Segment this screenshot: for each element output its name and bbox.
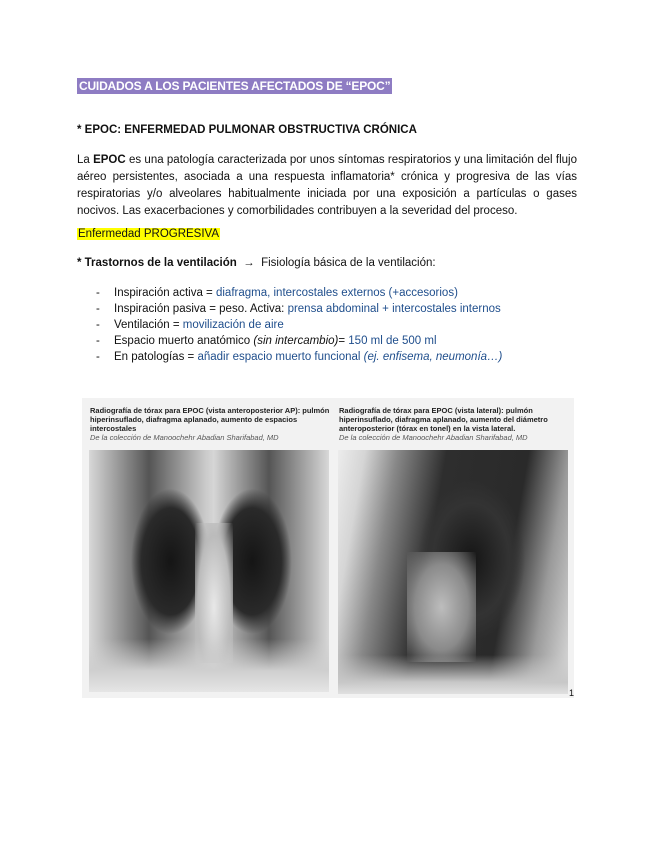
item-blue-italic-text: (ej. enfisema, neumonía…) <box>363 351 503 363</box>
dash-marker: - <box>96 335 100 347</box>
item-blue-text: prensa abdominal + intercostales internos <box>287 303 501 315</box>
dash-marker: - <box>96 303 100 315</box>
dash-marker: - <box>96 351 100 363</box>
right-caption-source: De la colección de Manoochehr Abadian Sharifabad, MD <box>339 433 528 442</box>
item-blue-text: añadir espacio muerto funcional <box>197 351 364 363</box>
para-text: es una patología caracterizada por unos síntomas respiratorios y una limitación del flujo aéreo persistentes, asociada a una respuesta inflamatoria* crónica y progresiva de las vías respiratorias y/o alveolares habitualmente iniciada por una exposición a partículas o gases nocivos. Las exacerbaciones y comorbilidades contribuyen a la severidad del proceso. <box>77 154 577 217</box>
left-caption <box>90 406 330 442</box>
page-number: 1 <box>569 688 575 698</box>
item-text: En patologías = <box>114 351 198 363</box>
list-item <box>96 301 502 317</box>
left-caption-text: Radiografía de tórax para EPOC (vista anteroposterior AP): pulmón hiperinsuflado, diafragma aplanado, aumento de espacios intercostales <box>90 406 330 433</box>
dash-marker: - <box>96 319 100 331</box>
xray-ap-image <box>89 450 329 692</box>
xray-figure <box>82 398 574 698</box>
xray-lateral-image <box>338 450 568 694</box>
item-text-2: = <box>338 335 349 347</box>
item-blue-text: 150 ml de 500 ml <box>348 335 437 347</box>
item-blue-text: diafragma, intercostales externos (+accesorios) <box>215 287 458 299</box>
para-prefix: La <box>77 154 94 166</box>
highlighted-note: Enfermedad PROGRESIVA <box>78 228 220 240</box>
item-italic-text: (sin intercambio) <box>253 335 339 347</box>
item-text: Inspiración activa = <box>114 287 216 299</box>
trastornos-line <box>77 257 436 269</box>
page-title: CUIDADOS A LOS PACIENTES AFECTADOS DE “EPOC” <box>79 79 391 93</box>
left-caption-source: De la colección de Manoochehr Abadian Sharifabad, MD <box>90 433 279 442</box>
section-heading: * EPOC: ENFERMEDAD PULMONAR OBSTRUCTIVA CRÓNICA <box>77 124 417 136</box>
diaphragm-shape <box>338 655 568 694</box>
arrow-icon: → <box>243 257 255 269</box>
item-text: Inspiración pasiva = peso. Activa: <box>114 303 288 315</box>
trastornos-heading: * Trastornos de la ventilación <box>77 257 237 269</box>
diaphragm-shape <box>89 639 329 692</box>
para-bold-term: EPOC <box>93 154 126 166</box>
list-item <box>96 317 502 333</box>
ventilation-list <box>96 285 502 365</box>
list-item <box>96 333 502 349</box>
item-text: Espacio muerto anatómico <box>114 335 254 347</box>
right-caption-text: Radiografía de tórax para EPOC (vista lateral): pulmón hiperinsuflado, diafragma aplanado, aumento del diámetro anteroposterior (tórax en tonel) en la vista lateral. <box>339 406 548 433</box>
intro-paragraph <box>77 152 577 220</box>
dash-marker: - <box>96 287 100 299</box>
item-text: Ventilación = <box>114 319 183 331</box>
right-caption <box>339 406 567 442</box>
item-blue-text: movilización de aire <box>182 319 284 331</box>
heart-shape <box>407 552 476 662</box>
list-item <box>96 285 502 301</box>
list-item <box>96 349 502 365</box>
trastornos-text: Fisiología básica de la ventilación: <box>261 257 436 269</box>
